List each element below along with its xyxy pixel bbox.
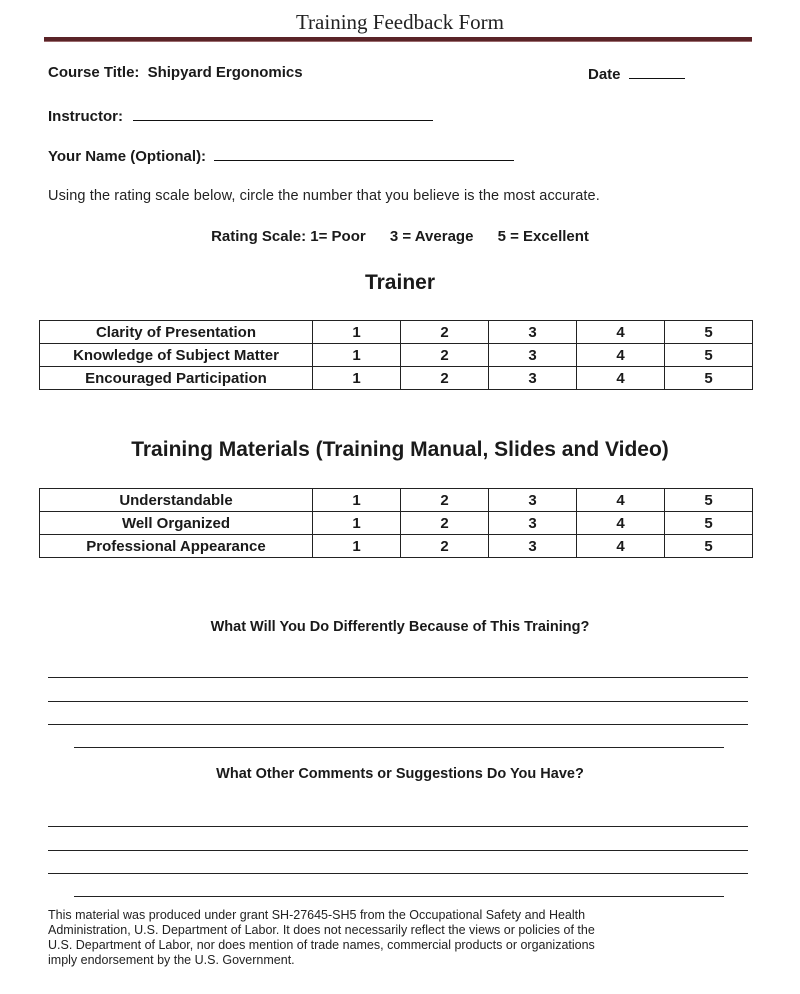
rating-option[interactable]: 2 <box>401 344 489 367</box>
rating-option[interactable]: 4 <box>577 535 665 558</box>
disclaimer-footer <box>48 908 748 968</box>
rating-option[interactable]: 2 <box>401 321 489 344</box>
course-title-label: Course Title: <box>48 64 140 81</box>
table-row <box>40 367 753 390</box>
rating-option[interactable]: 1 <box>313 367 401 390</box>
rating-option[interactable]: 4 <box>577 512 665 535</box>
rating-option[interactable]: 4 <box>577 321 665 344</box>
answer-line[interactable] <box>74 896 724 897</box>
instructor-label: Instructor: <box>48 108 123 125</box>
rating-option[interactable]: 1 <box>313 344 401 367</box>
rating-option[interactable]: 1 <box>313 489 401 512</box>
rating-option[interactable]: 5 <box>665 321 753 344</box>
rating-option[interactable]: 4 <box>577 344 665 367</box>
name-label: Your Name (Optional): <box>48 148 207 165</box>
answer-line[interactable] <box>48 724 748 725</box>
scale-average: 3 = Average <box>389 228 474 245</box>
table-row <box>40 344 753 367</box>
rating-option[interactable]: 3 <box>489 489 577 512</box>
rating-option[interactable]: 5 <box>665 367 753 390</box>
rating-option[interactable]: 3 <box>489 535 577 558</box>
course-title-value: Shipyard Ergonomics <box>147 64 303 81</box>
answer-line[interactable] <box>48 873 748 874</box>
table-row <box>40 535 753 558</box>
rating-option[interactable]: 3 <box>489 512 577 535</box>
criterion-label: Knowledge of Subject Matter <box>40 344 313 367</box>
answer-line[interactable] <box>74 747 724 748</box>
rating-option[interactable]: 3 <box>489 321 577 344</box>
rating-scale <box>0 228 800 245</box>
name-row <box>48 146 514 165</box>
form-title: Training Feedback Form <box>295 10 505 34</box>
table-row <box>40 489 753 512</box>
course-title-row <box>48 64 303 81</box>
table-row <box>40 321 753 344</box>
rating-option[interactable]: 2 <box>401 535 489 558</box>
date-field[interactable] <box>629 64 685 79</box>
criterion-label: Well Organized <box>40 512 313 535</box>
answer-line[interactable] <box>48 701 748 702</box>
rating-option[interactable]: 3 <box>489 344 577 367</box>
answer-line[interactable] <box>48 826 748 827</box>
rating-option[interactable]: 4 <box>577 367 665 390</box>
rating-option[interactable]: 1 <box>313 512 401 535</box>
rating-option[interactable]: 4 <box>577 489 665 512</box>
materials-rating-table <box>39 488 753 558</box>
date-row <box>588 64 685 83</box>
criterion-label: Encouraged Participation <box>40 367 313 390</box>
date-label: Date <box>588 66 621 83</box>
materials-section-title: Training Materials (Training Manual, Slides and Video) <box>131 438 669 461</box>
instructor-field[interactable] <box>133 106 433 121</box>
question-differently: What Will You Do Differently Because of This Training? <box>210 619 590 635</box>
question-comments: What Other Comments or Suggestions Do You Have? <box>216 766 584 782</box>
rating-option[interactable]: 3 <box>489 367 577 390</box>
criterion-label: Professional Appearance <box>40 535 313 558</box>
instructions-text: Using the rating scale below, circle the number that you believe is the most accurate. <box>48 188 600 204</box>
rating-option[interactable]: 5 <box>665 489 753 512</box>
answer-line[interactable] <box>48 677 748 678</box>
rating-option[interactable]: 5 <box>665 535 753 558</box>
rating-option[interactable]: 5 <box>665 344 753 367</box>
title-divider <box>44 37 752 42</box>
trainer-section-title: Trainer <box>364 271 436 294</box>
disclaimer-line: Administration, U.S. Department of Labor. It does not necessarily reflect the views or policies of the <box>48 923 595 937</box>
disclaimer-line: This material was produced under grant SH-27645-SH5 from the Occupational Safety and Health <box>48 908 586 922</box>
rating-option[interactable]: 2 <box>401 512 489 535</box>
criterion-label: Clarity of Presentation <box>40 321 313 344</box>
trainer-rating-table <box>39 320 753 390</box>
rating-option[interactable]: 1 <box>313 321 401 344</box>
instructor-row <box>48 106 433 125</box>
answer-line[interactable] <box>48 850 748 851</box>
disclaimer-line: imply endorsement by the U.S. Government. <box>48 953 295 967</box>
rating-option[interactable]: 5 <box>665 512 753 535</box>
table-row <box>40 512 753 535</box>
name-field[interactable] <box>214 146 514 161</box>
rating-option[interactable]: 2 <box>401 367 489 390</box>
disclaimer-line: U.S. Department of Labor, nor does mention of trade names, commercial products or organizations <box>48 938 595 952</box>
scale-poor: Rating Scale: 1= Poor <box>211 228 366 245</box>
criterion-label: Understandable <box>40 489 313 512</box>
scale-excellent: 5 = Excellent <box>497 228 589 245</box>
rating-option[interactable]: 1 <box>313 535 401 558</box>
rating-option[interactable]: 2 <box>401 489 489 512</box>
